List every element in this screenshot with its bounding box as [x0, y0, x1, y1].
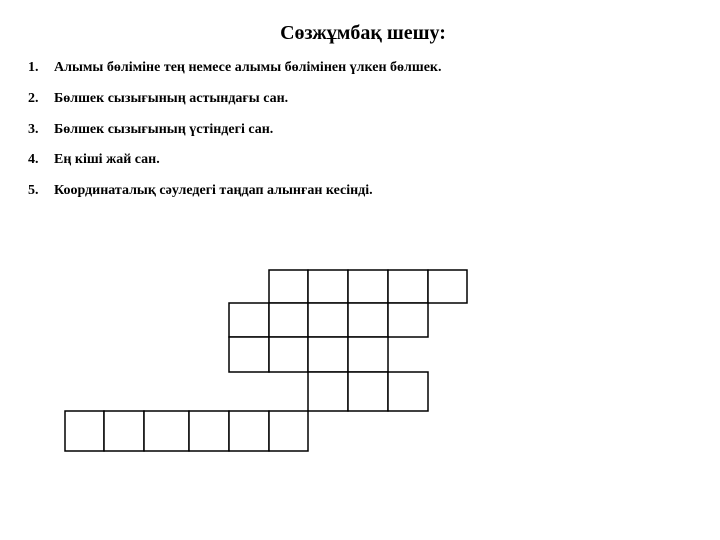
crossword-cell-r2-c5[interactable]: [388, 303, 428, 337]
crossword-cell-r4-c2[interactable]: [348, 372, 388, 411]
crossword-cell-r5-c1[interactable]: [65, 411, 104, 451]
crossword-cell-r2-c2[interactable]: [269, 303, 308, 337]
crossword-cell-r1-c2[interactable]: [308, 270, 348, 303]
crossword-cell-r4-c3[interactable]: [388, 372, 428, 411]
crossword-cell-r3-c3[interactable]: [308, 337, 348, 372]
page-title: Сөзжұмбақ шешу:: [280, 22, 446, 44]
crossword-cell-r3-c2[interactable]: [269, 337, 308, 372]
crossword-cell-r5-c4[interactable]: [189, 411, 229, 451]
crossword-cell-r1-c1[interactable]: [269, 270, 308, 303]
clue-text: Алымы бөліміне тең немесе алымы бөлімінен үлкен бөлшек.: [54, 60, 442, 75]
crossword-cell-r5-c2[interactable]: [104, 411, 144, 451]
clue-number: 5.: [28, 183, 39, 198]
crossword-cell-r1-c3[interactable]: [348, 270, 388, 303]
clue-text: Координаталық сәуледегі таңдап алынған кесінді.: [54, 183, 373, 198]
crossword-cell-r4-c1[interactable]: [308, 372, 348, 411]
crossword-cell-r2-c3[interactable]: [308, 303, 348, 337]
clue-text: Ең кіші жай сан.: [54, 152, 160, 167]
crossword-cell-r5-c5[interactable]: [229, 411, 269, 451]
crossword-cell-r5-c6[interactable]: [269, 411, 308, 451]
crossword-cell-r2-c1[interactable]: [229, 303, 269, 337]
clue-number: 3.: [28, 122, 39, 137]
crossword-cell-r3-c4[interactable]: [348, 337, 388, 372]
crossword-cell-r5-c3[interactable]: [144, 411, 189, 451]
clue-number: 2.: [28, 91, 39, 106]
crossword-cell-r1-c4[interactable]: [388, 270, 428, 303]
clue-number: 1.: [28, 60, 39, 75]
crossword-cell-r2-c4[interactable]: [348, 303, 388, 337]
clue-text: Бөлшек сызығының астындағы сан.: [54, 91, 289, 106]
clue-number: 4.: [28, 152, 39, 167]
crossword-cell-r3-c1[interactable]: [229, 337, 269, 372]
clue-text: Бөлшек сызығының үстіндегі сан.: [54, 122, 274, 137]
crossword-cell-r1-c5[interactable]: [428, 270, 467, 303]
